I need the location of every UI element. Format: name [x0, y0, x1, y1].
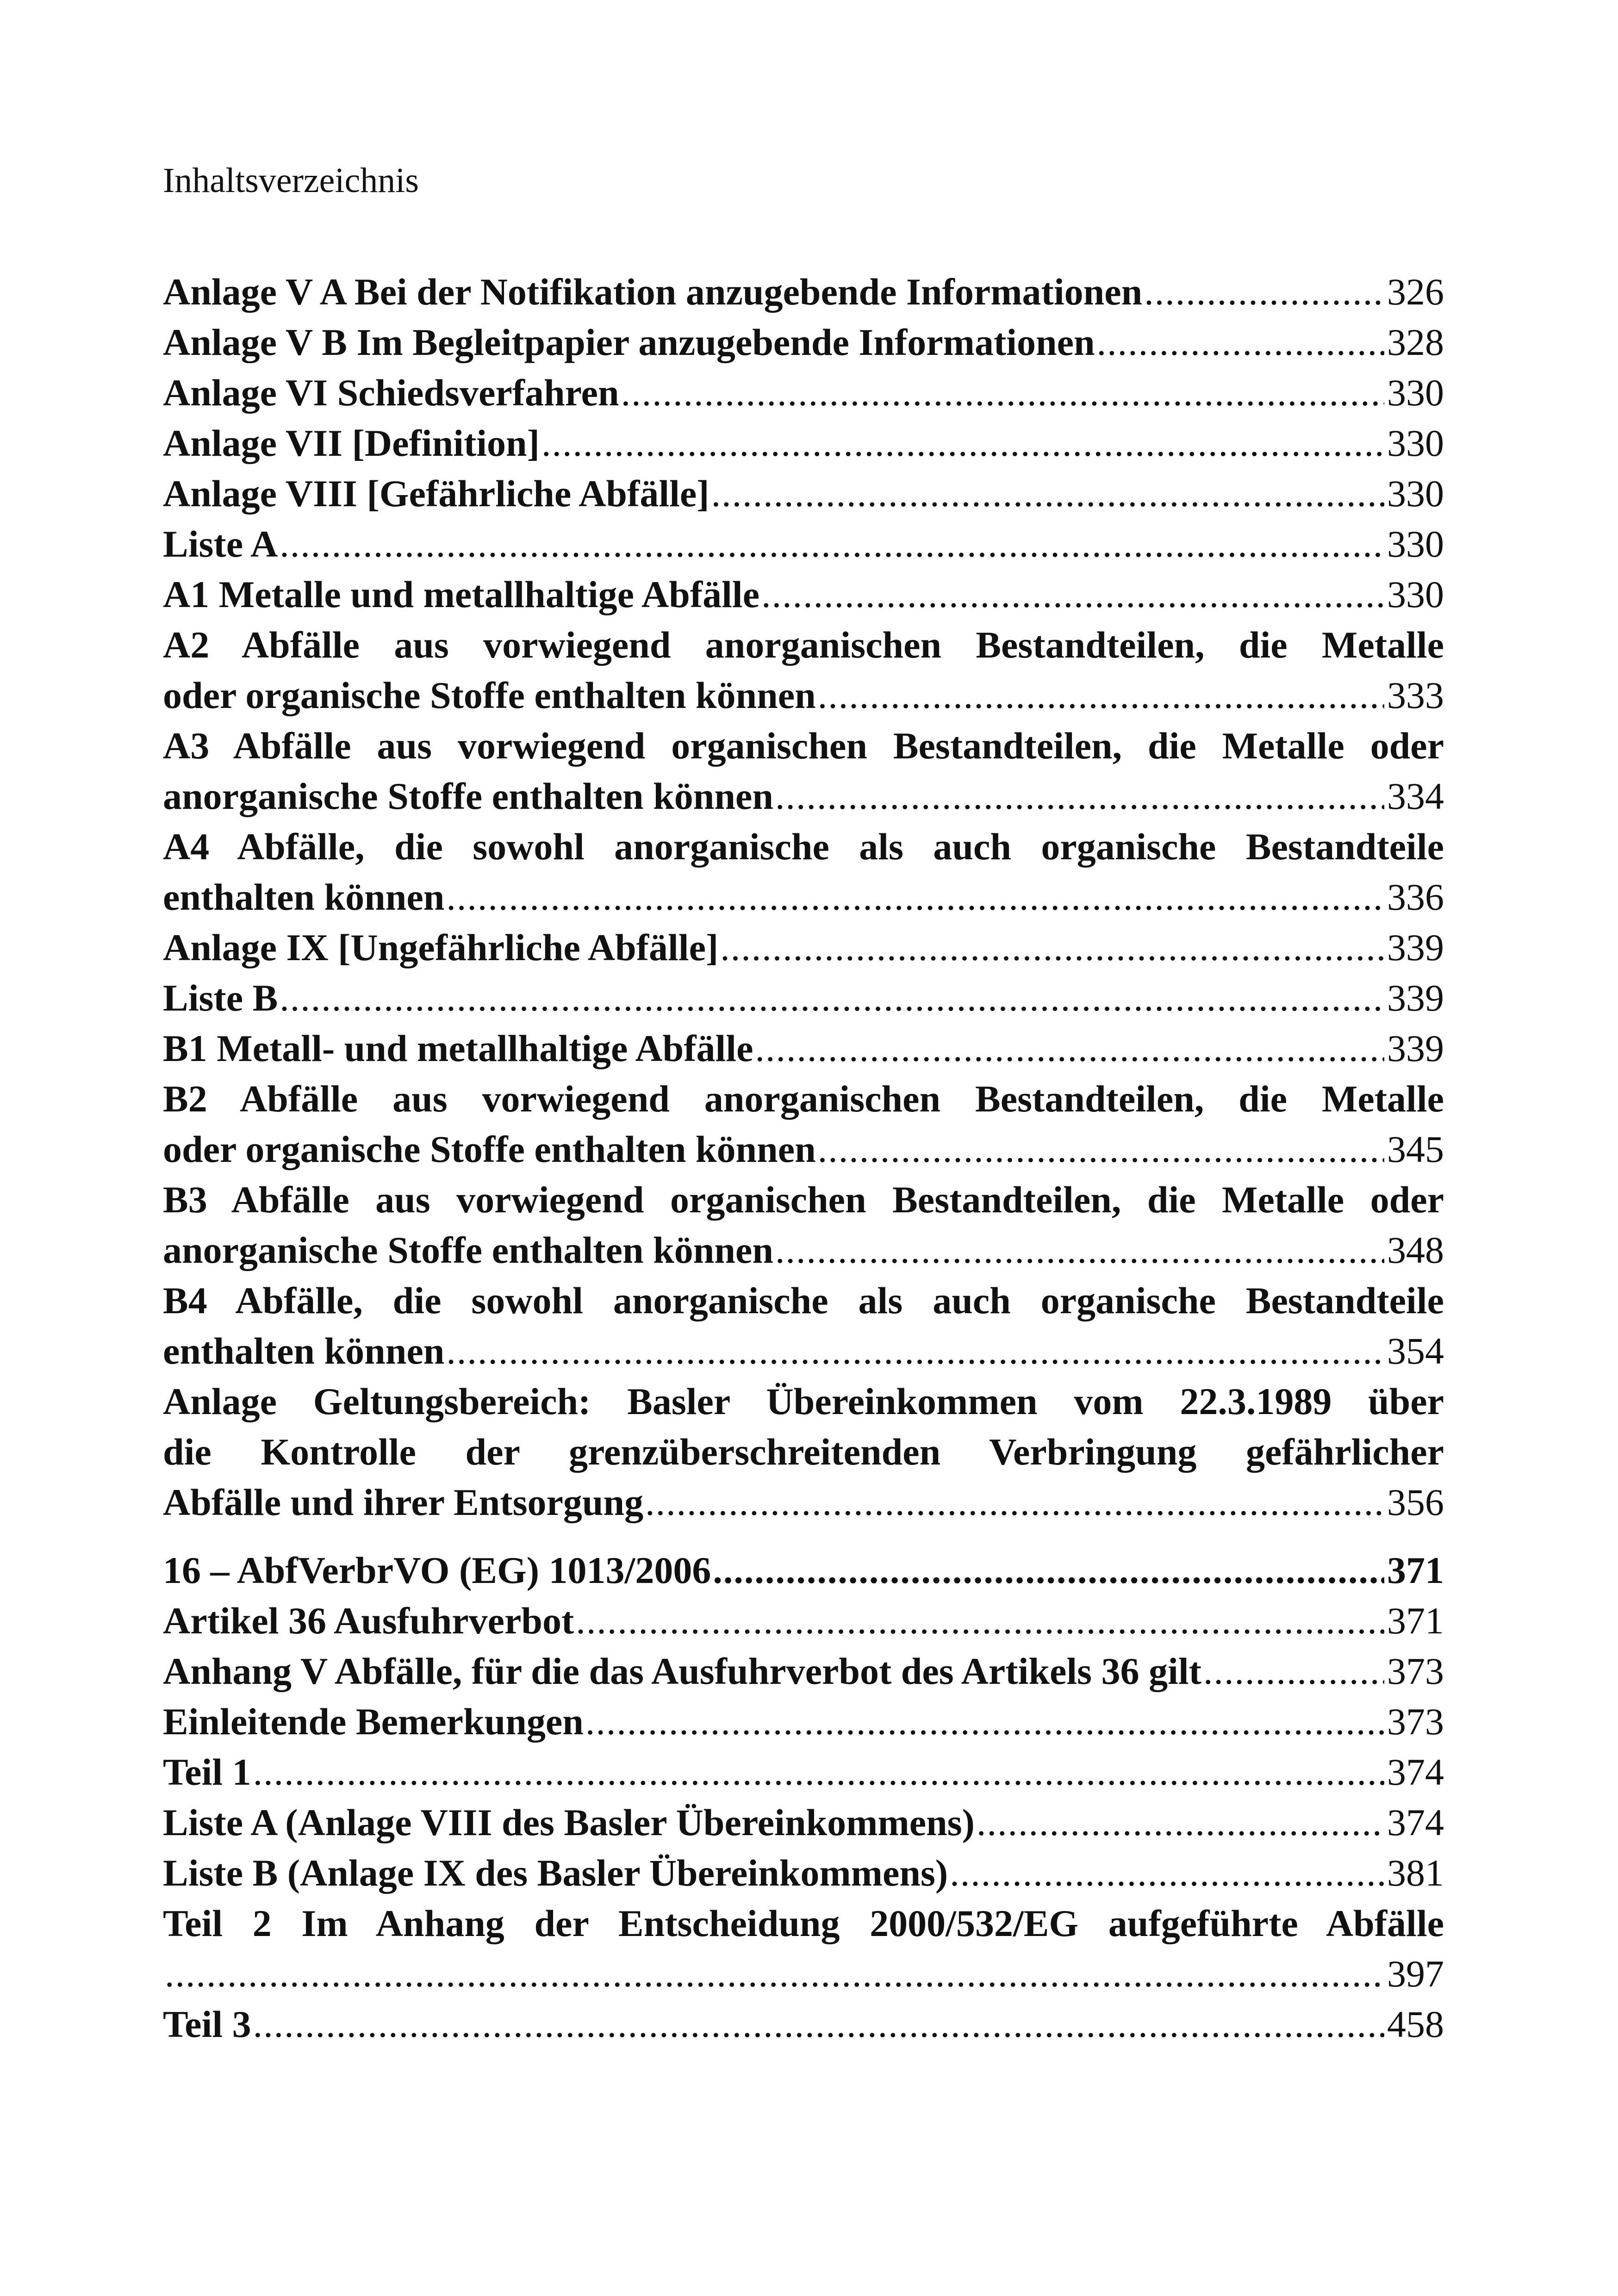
dot-leader — [446, 872, 1384, 922]
toc-entry-last-line — [163, 1948, 1444, 1999]
toc-page-number: 330 — [1387, 523, 1444, 565]
toc-entry[interactable] — [163, 1275, 1444, 1376]
toc-entry[interactable] — [163, 922, 1444, 973]
toc-entry-text-line: Anlage Geltungsbereich: Basler Übereinkommen vom 22.3.1989 über — [163, 1380, 1444, 1422]
table-of-contents — [163, 267, 1444, 2049]
toc-page-number: 458 — [1387, 2003, 1444, 2045]
toc-entry-last-line — [163, 922, 1444, 973]
toc-entry[interactable] — [163, 1376, 1444, 1527]
toc-entry-text-line: B2 Abfälle aus vorwiegend anorganischen Bestandteilen, die Metalle — [163, 1078, 1444, 1120]
dot-leader — [818, 670, 1384, 720]
toc-page-number: 374 — [1387, 1751, 1444, 1793]
toc-entry-last-line — [163, 1747, 1444, 1797]
dot-leader — [446, 1326, 1384, 1376]
dot-leader — [645, 1477, 1384, 1527]
toc-page-number: 339 — [1387, 1027, 1444, 1069]
dot-leader — [755, 1023, 1384, 1074]
toc-entry[interactable] — [163, 1074, 1444, 1174]
section-heading-title: 16 – AbfVerbrVO (EG) 1013/2006 — [163, 1549, 711, 1591]
toc-entry-title: B1 Metall- und metallhaltige Abfälle — [163, 1027, 753, 1069]
toc-page-number: 330 — [1387, 372, 1444, 414]
dot-leader — [280, 519, 1384, 569]
toc-entry-title: Teil 3 — [163, 2003, 251, 2045]
toc-entry-last-line — [163, 771, 1444, 821]
toc-page-number: 348 — [1387, 1229, 1444, 1271]
toc-entry[interactable] — [163, 620, 1444, 720]
toc-entry-title: Teil 1 — [163, 1751, 251, 1793]
toc-entry-text-line: A3 Abfälle aus vorwiegend organischen Bestandteilen, die Metalle oder — [163, 725, 1444, 767]
dot-leader — [253, 1999, 1384, 2049]
dot-leader — [720, 922, 1384, 973]
toc-entry-last-line — [163, 1848, 1444, 1898]
toc-entry-last-line — [163, 267, 1444, 317]
toc-entry-text-line: Teil 2 Im Anhang der Entscheidung 2000/532/EG aufgeführte Abfälle — [163, 1902, 1444, 1944]
toc-entry[interactable] — [163, 468, 1444, 519]
dot-leader — [711, 468, 1384, 519]
toc-entry-title: enthalten können — [163, 876, 445, 918]
document-page — [163, 0, 1444, 2296]
toc-entry[interactable] — [163, 1898, 1444, 1999]
toc-page-number: 356 — [1387, 1481, 1444, 1523]
dot-leader — [1203, 1646, 1384, 1696]
toc-entry[interactable] — [163, 1646, 1444, 1696]
toc-page-number: 381 — [1387, 1852, 1444, 1894]
toc-entry-last-line — [163, 1646, 1444, 1696]
dot-leader — [165, 1948, 1384, 1999]
toc-entry[interactable] — [163, 418, 1444, 468]
toc-entry-last-line — [163, 1023, 1444, 1074]
toc-entry[interactable] — [163, 720, 1444, 821]
toc-page-number: 330 — [1387, 573, 1444, 615]
dot-leader — [253, 1747, 1384, 1797]
dot-leader — [775, 771, 1384, 821]
toc-page-number: 330 — [1387, 472, 1444, 515]
dot-leader — [541, 418, 1384, 468]
dot-leader — [1097, 317, 1384, 367]
dot-leader — [280, 973, 1384, 1023]
toc-entry-title: Artikel 36 Ausfuhrverbot — [163, 1600, 574, 1642]
toc-entry-title: Einleitende Bemerkungen — [163, 1700, 584, 1743]
toc-entry-text-line: A2 Abfälle aus vorwiegend anorganischen Bestandteilen, die Metalle — [163, 624, 1444, 666]
dot-leader — [1144, 267, 1384, 317]
toc-entry-last-line — [163, 569, 1444, 620]
toc-entry-title: Liste A — [163, 523, 278, 565]
toc-entry-title: oder organische Stoffe enthalten können — [163, 1128, 816, 1170]
toc-entry-last-line — [163, 1477, 1444, 1527]
toc-entry-last-line — [163, 1124, 1444, 1174]
toc-entry-text-line: die Kontrolle der grenzüberschreitenden Verbringung gefährlicher — [163, 1431, 1444, 1473]
toc-entry-title: Anlage IX [Ungefährliche Abfälle] — [163, 926, 719, 968]
toc-entry-last-line — [163, 418, 1444, 468]
toc-page-number: 328 — [1387, 321, 1444, 363]
toc-entry-text-line: B4 Abfälle, die sowohl anorganische als auch organische Bestandteile — [163, 1279, 1444, 1322]
toc-entry-last-line — [163, 872, 1444, 922]
toc-entry-last-line — [163, 468, 1444, 519]
toc-entry-last-line — [163, 1999, 1444, 2049]
toc-entry-title: enthalten können — [163, 1330, 445, 1372]
toc-entry-title: Anlage V A Bei der Notifikation anzugebende Informationen — [163, 271, 1143, 313]
toc-page-number: 371 — [1387, 1600, 1444, 1642]
toc-entry-text-line: A4 Abfälle, die sowohl anorganische als auch organische Bestandteile — [163, 825, 1444, 868]
dot-leader — [977, 1797, 1384, 1848]
toc-entry-title: oder organische Stoffe enthalten können — [163, 674, 816, 716]
toc-page-number: 326 — [1387, 271, 1444, 313]
toc-page-number: 354 — [1387, 1330, 1444, 1372]
toc-page-number: 333 — [1387, 674, 1444, 716]
toc-page-number: 374 — [1387, 1801, 1444, 1843]
toc-page-number: 373 — [1387, 1650, 1444, 1692]
toc-entry-title: Anlage VII [Definition] — [163, 422, 540, 464]
toc-page-number: 345 — [1387, 1128, 1444, 1170]
toc-entry[interactable] — [163, 821, 1444, 922]
toc-section-heading[interactable] — [163, 1545, 1444, 1595]
toc-entry[interactable] — [163, 1023, 1444, 1074]
toc-entry[interactable] — [163, 1174, 1444, 1275]
toc-entry-last-line — [163, 973, 1444, 1023]
toc-page-number: 330 — [1387, 422, 1444, 464]
toc-entry-last-line — [163, 317, 1444, 367]
dot-leader — [818, 1124, 1384, 1174]
toc-entry-last-line — [163, 519, 1444, 569]
toc-page-number: 397 — [1387, 1953, 1444, 1995]
toc-entry-title: Abfälle und ihrer Entsorgung — [163, 1481, 644, 1523]
toc-entry[interactable] — [163, 1595, 1444, 1646]
toc-entry-title: Anlage VIII [Gefährliche Abfälle] — [163, 472, 709, 515]
dot-leader — [775, 1225, 1384, 1275]
toc-entry[interactable] — [163, 317, 1444, 367]
toc-entry-title: anorganische Stoffe enthalten können — [163, 1229, 773, 1271]
toc-entry-title: A1 Metalle und metallhaltige Abfälle — [163, 573, 760, 615]
toc-entry[interactable] — [163, 569, 1444, 620]
toc-page-number: 339 — [1387, 926, 1444, 968]
toc-page-number: 334 — [1387, 775, 1444, 817]
toc-entry-last-line — [163, 670, 1444, 720]
toc-entry[interactable] — [163, 1747, 1444, 1797]
dot-leader — [761, 569, 1384, 620]
toc-entry-title: Liste B — [163, 977, 278, 1019]
dot-leader — [585, 1696, 1384, 1747]
toc-entry-last-line — [163, 1545, 1444, 1595]
toc-page-number: 373 — [1387, 1700, 1444, 1743]
toc-entry[interactable] — [163, 1696, 1444, 1747]
toc-page-number: 339 — [1387, 977, 1444, 1019]
running-head: Inhaltsverzeichnis — [163, 161, 419, 200]
toc-entry-last-line — [163, 1595, 1444, 1646]
toc-entry-last-line — [163, 1225, 1444, 1275]
toc-entry-title: anorganische Stoffe enthalten können — [163, 775, 773, 817]
toc-entry-title: Liste B (Anlage IX des Basler Übereinkommens) — [163, 1852, 948, 1894]
toc-entry[interactable] — [163, 973, 1444, 1023]
toc-entry-title: Liste A (Anlage VIII des Basler Übereinkommens) — [163, 1801, 975, 1843]
toc-entry[interactable] — [163, 367, 1444, 418]
toc-entry-title: Anlage VI Schiedsverfahren — [163, 372, 619, 414]
dot-leader — [713, 1545, 1384, 1595]
toc-entry-last-line — [163, 1797, 1444, 1848]
toc-entry[interactable] — [163, 519, 1444, 569]
toc-page-number: 336 — [1387, 876, 1444, 918]
dot-leader — [950, 1848, 1384, 1898]
toc-entry[interactable] — [163, 267, 1444, 317]
toc-entry-title: Anhang V Abfälle, für die das Ausfuhrverbot des Artikels 36 gilt — [163, 1650, 1201, 1692]
toc-entry-last-line — [163, 367, 1444, 418]
toc-entry-last-line — [163, 1696, 1444, 1747]
dot-leader — [621, 367, 1384, 418]
toc-entry[interactable] — [163, 1797, 1444, 1848]
dot-leader — [576, 1595, 1384, 1646]
toc-entry[interactable] — [163, 1999, 1444, 2049]
toc-entry[interactable] — [163, 1848, 1444, 1898]
toc-entry-text-line: B3 Abfälle aus vorwiegend organischen Bestandteilen, die Metalle oder — [163, 1179, 1444, 1221]
toc-entry-title: Anlage V B Im Begleitpapier anzugebende Informationen — [163, 321, 1095, 363]
section-heading-page-number: 371 — [1387, 1549, 1444, 1591]
toc-entry-last-line — [163, 1326, 1444, 1376]
